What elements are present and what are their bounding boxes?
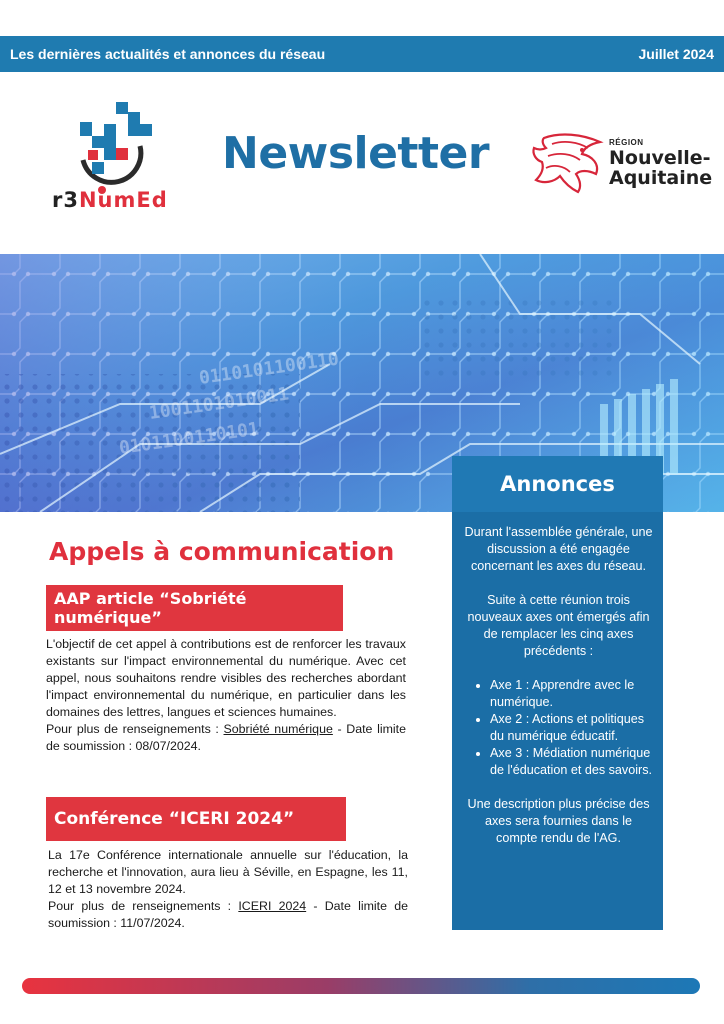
iceri-more-info	[48, 898, 408, 932]
region-name	[609, 148, 712, 188]
iceri-text: La 17e Conférence internationale annuelle sur l'éducation, la recherche et l'innovation, aura lieu à Séville, en Espagne, les 11, 12 et 13 novembre 2024.	[48, 848, 408, 896]
issue-date: Juillet 2024	[638, 46, 714, 62]
aap-deadline: - Date limite de soumission : 08/07/2024.	[46, 722, 406, 753]
iceri-2024-link[interactable]: ICERI 2024	[238, 899, 307, 913]
region-name-line1: Nouvelle-	[609, 147, 711, 169]
aap-more-prefix: Pour plus de renseignements :	[46, 722, 224, 736]
annonces-body	[452, 512, 663, 847]
region-name-line2: Aquitaine	[609, 167, 713, 189]
wordmark-part1: r3	[52, 188, 79, 212]
aap-text: L'objectif de cet appel à contributions est de renforcer les travaux existants sur l'impact environnemental du numérique. Avec cet appel, nous souhaitons rendre visibles des recherches abordant l'impact environnemental du numérique, en particulier dans les domaines des lettres, langues et sciences humaines.	[46, 637, 406, 719]
svg-text:0101100110101: 0101100110101	[117, 418, 261, 459]
annonces-title: Annonces	[452, 456, 663, 512]
newsletter-title: Newsletter	[222, 128, 490, 179]
top-banner	[0, 36, 724, 72]
appels-section-title: Appels à communication	[49, 537, 395, 566]
list-item: • Axe 1 : Apprendre avec le numérique.	[490, 677, 653, 711]
iceri-heading: Conférence “ICERI 2024”	[46, 797, 346, 841]
svg-text:1001101010011: 1001101010011	[147, 383, 291, 424]
top-banner-tagline: Les dernières actualités et annonces du réseau	[10, 46, 326, 62]
axes-list	[464, 677, 653, 779]
aap-more-info	[46, 721, 406, 755]
annonces-paragraph-3: Une description plus précise des axes sera fournies dans le compte rendu de l'AG.	[467, 797, 650, 845]
aap-description	[46, 636, 406, 755]
newsletter-header	[0, 72, 724, 254]
list-item: • Axe 3 : Médiation numérique de l'éducation et des savoirs.	[490, 745, 653, 779]
sobriete-numerique-link[interactable]: Sobriété numérique	[223, 722, 333, 736]
iceri-deadline: - Date limite de soumission : 11/07/2024.	[48, 899, 408, 930]
annonces-panel	[452, 456, 663, 930]
list-item: • Axe 2 : Actions et politiques du numérique éducatif.	[490, 711, 653, 745]
wordmark-part2: NumEd	[78, 188, 168, 212]
svg-text:0110101100110: 0110101100110	[197, 348, 341, 389]
annonces-paragraph-2: Suite à cette réunion trois nouveaux axes ont émergés afin de remplacer les cinq axes précédents :	[467, 593, 650, 658]
annonces-paragraph-1: Durant l'assemblée générale, une discussion a été engagée concernant les axes du réseau.	[464, 525, 653, 573]
r3numed-wordmark	[52, 188, 168, 212]
aap-heading: AAP article “Sobriété numérique”	[46, 585, 343, 631]
iceri-description	[48, 847, 408, 932]
footer-gradient-bar	[22, 978, 700, 994]
iceri-more-prefix: Pour plus de renseignements :	[48, 899, 239, 913]
region-label: RÉGION	[609, 138, 644, 147]
